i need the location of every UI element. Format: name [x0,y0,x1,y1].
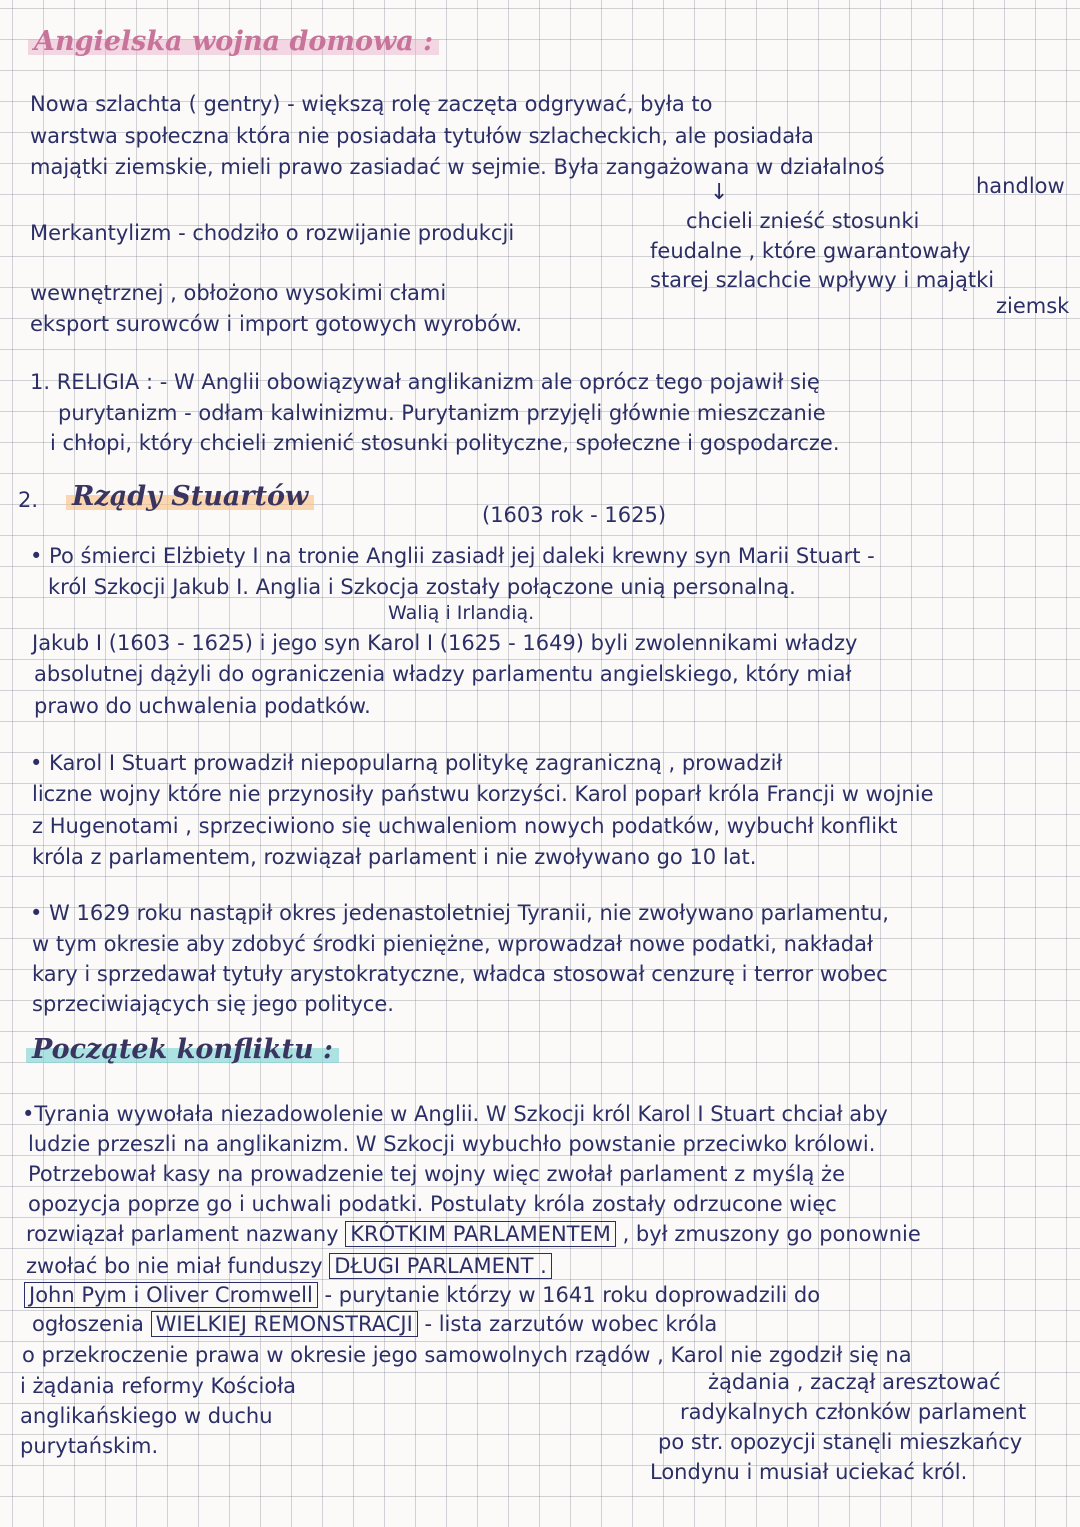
konflikt-line-6 [26,1256,552,1277]
rzady-b2-line-2: absolutnej dążyli do ograniczenia władzy parlamentu angielskiego, który miał [34,662,852,686]
merkantylizm-line-1: Merkantylizm - chodziło o rozwijanie produkcji [30,221,515,245]
konflikt-line-13-right: Londynu i musiał uciekać król. [650,1460,968,1484]
gentry-line-1: Nowa szlachta ( gentry) - większą rolę zaczęta odgrywać, była to [30,92,713,116]
konflikt-line-6-start: zwołać bo nie miał funduszy [26,1254,323,1278]
konflikt-line-2: ludzie przeszli na anglikanizm. W Szkocji wybuchło powstanie przeciwko królowi. [28,1132,876,1156]
religia-line-2: purytanizm - odłam kalwinizmu. Purytanizm przyjęli głównie mieszczanie [58,401,826,425]
rzady-b4-line-4: sprzeciwiających się jego polityce. [32,992,394,1016]
rzady-b2-line-1: Jakub I (1603 - 1625) i jego syn Karol I (1625 - 1649) byli zwolennikami władzy [32,631,858,655]
rzady-b1-line-2: król Szkocji Jakub I. Anglia i Szkocja zostały połączone unią personalną. [48,575,796,599]
rzady-b3-line-3: z Hugenotami , sprzeciwiono się uchwaleniom nowych podatków, wybuchł konflikt [32,814,898,838]
rzady-b1-line-1: • Po śmierci Elżbiety I na tronie Anglii zasiadł jej daleki krewny syn Marii Stuart - [30,544,875,568]
krotki-parlament-term: KRÓTKIM PARLAMENTEM [345,1221,616,1247]
merkantylizm-line-3: eksport surowców i import gotowych wyrobów. [30,312,523,336]
gentry-line-3: majątki ziemskie, mieli prawo zasiadać w sejmie. Była zangażowana w działalnoś [30,155,885,179]
rzady-b3-line-4: króla z parlamentem, rozwiązał parlament i nie zwoływano go 10 lat. [32,845,757,869]
dlugi-parlament-term: DŁUGI PARLAMENT . [329,1253,552,1279]
konflikt-line-11-right: radykalnych członków parlament [680,1400,1027,1424]
page-title: Angielska wojna domowa : [28,28,439,55]
pym-cromwell-term: John Pym i Oliver Cromwell [24,1282,318,1308]
rzady-b2-line-3: prawo do uchwalenia podatków. [34,694,371,718]
konflikt-line-12-right: po str. opozycji stanęli mieszkańcy [658,1430,1023,1454]
gentry-line-3b: handlow [976,174,1065,198]
konflikt-line-10-left: i żądania reformy Kościoła [20,1374,297,1398]
feudal-note-line-4: ziemsk [996,294,1070,318]
rzady-b4-line-2: w tym okresie aby zdobyć środki pieniężne, wprowadzał nowe podatki, nakładał [32,932,873,956]
wielka-remonstracja-term: WIELKIEJ REMONSTRACJI [151,1311,418,1337]
konflikt-line-12-left: purytańskim. [20,1434,159,1458]
religia-line-1: 1. RELIGIA : - W Anglii obowiązywał anglikanizm ale oprócz tego pojawił się [30,370,820,394]
konflikt-line-7-end: - purytanie którzy w 1641 roku doprowadzili do [324,1283,821,1307]
gentry-line-2: warstwa społeczna która nie posiadała tytułów szlacheckich, ale posiadała [30,124,814,148]
rzady-heading: Rządy Stuartów [66,483,314,510]
rzady-b3-line-1: • Karol I Stuart prowadził niepopularną politykę zagraniczną , prowadził [30,751,783,775]
feudal-note-line-3: starej szlachcie wpływy i majątki [650,268,995,292]
konflikt-line-8-start: ogłoszenia [32,1312,144,1336]
merkantylizm-line-2: wewnętrznej , obłożono wysokimi cłami [30,281,447,305]
konflikt-heading: Początek konfliktu : [26,1036,339,1063]
konflikt-line-8-end: - lista zarzutów wobec króla [424,1312,718,1336]
konflikt-line-4: opozycja poprze go i uchwali podatki. Postulaty króla zostały odrzucone więc [28,1192,837,1216]
feudal-note-line-1: chcieli znieść stosunki [686,209,920,233]
konflikt-line-3: Potrzebował kasy na prowadzenie tej wojny więc zwołał parlament z myślą że [28,1162,845,1186]
konflikt-line-9 [22,1345,912,1366]
religia-line-3: i chłopi, który chcieli zmienić stosunki polityczne, społeczne i gospodarcze. [50,431,840,455]
konflikt-line-9-end: , Karol nie zgodził się na [657,1343,912,1367]
konflikt-line-5-end: , był zmuszony go ponownie [622,1222,921,1246]
feudal-note-line-2: feudalne , które gwarantowały [650,239,971,263]
rzady-b4-line-3: kary i sprzedawał tytuły arystokratyczne, władca stosował cenzurę i terror wobec [32,962,888,986]
rzady-b4-line-1: • W 1629 roku nastąpił okres jedenastoletniej Tyranii, nie zwoływano parlamentu, [30,901,889,925]
rzady-b3-line-2: liczne wojny które nie przynosiły państwu korzyści. Karol poparł króla Francji w wojnie [32,782,934,806]
arrow-down-icon: ↓ [710,180,729,205]
konflikt-line-9-start: o przekroczenie prawa w okresie jego samowolnych rządów [22,1343,651,1367]
konflikt-line-8 [32,1314,717,1335]
konflikt-line-1: •Tyrania wywołała niezadowolenie w Anglii. W Szkocji król Karol I Stuart chciał aby [22,1102,888,1126]
konflikt-line-11-left: anglikańskiego w duchu [20,1404,273,1428]
rzady-years: (1603 rok - 1625) [482,503,667,527]
konflikt-line-5-start: rozwiązał parlament nazwany [26,1222,339,1246]
section-number-2: 2. [18,488,39,512]
konflikt-line-10-right: żądania , zaczął aresztować [708,1370,1001,1394]
rzady-b1-line-3: Walią i Irlandią. [388,602,535,624]
konflikt-line-5 [26,1224,921,1245]
konflikt-line-7 [24,1285,820,1306]
